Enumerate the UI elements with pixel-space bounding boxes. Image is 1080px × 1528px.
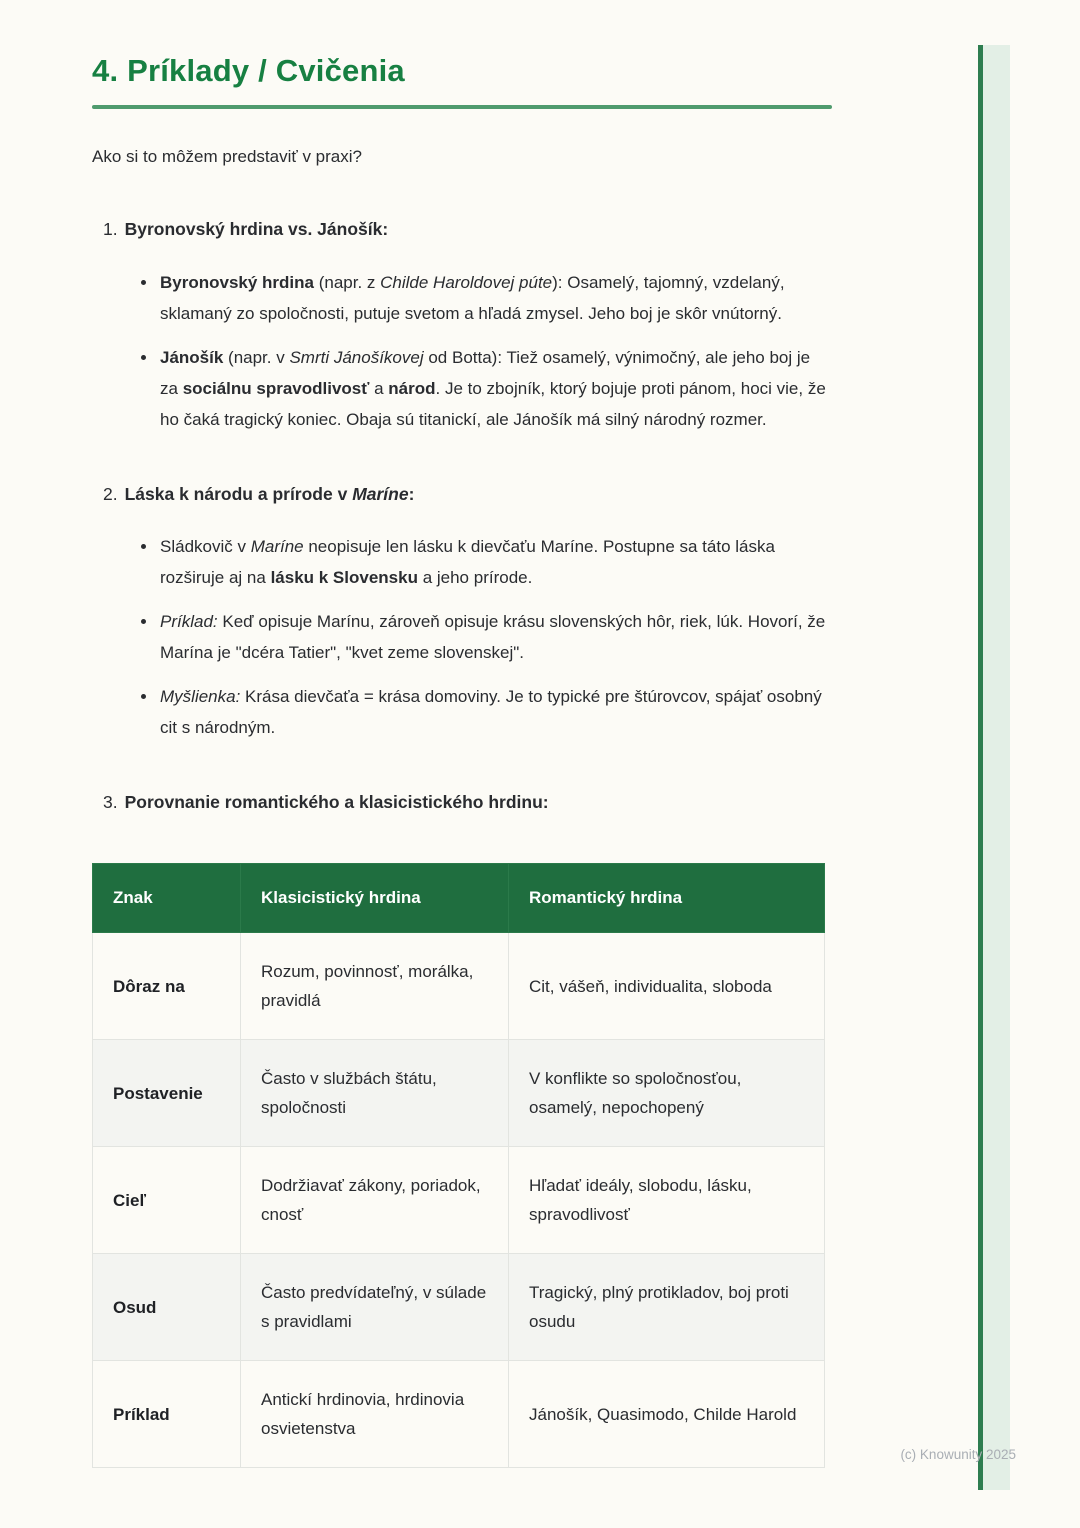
bullet-text: Myšlienka: Krása dievčaťa = krása domoviny. Je to typické pre štúrovcov, spájať osobný cit s národným.: [160, 686, 822, 737]
bullet-text: Jánošík (napr. v Smrti Jánošíkovej od Botta): Tiež osamelý, výnimočný, ale jeho boj je za sociálnu spravodlivosť a národ. Je to zbojník, ktorý bojuje proti pánom, hoci vie, že ho čaká tragický koniec. Obaja sú titanickí, ale Jánošík má silný národný rozmer.: [160, 347, 826, 429]
section-heading: [92, 216, 832, 242]
table-header-cell: Romantický hrdina: [509, 864, 825, 933]
copyright: (c) Knowunity 2025: [900, 1447, 1016, 1462]
table-row: [93, 1147, 825, 1254]
table-row-label: Postavenie: [93, 1040, 241, 1147]
section-byronic-vs-janosik: [92, 216, 832, 434]
comparison-table: [92, 863, 825, 1468]
bullet-text: Príklad: Keď opisuje Marínu, zároveň opisuje krásu slovenských hôr, riek, lúk. Hovorí, že Marína je "dcéra Tatier", "kvet zeme slovenskej".: [160, 611, 826, 662]
table-cell: Tragický, plný protikladov, boj proti osudu: [509, 1254, 825, 1361]
table-row-label: Osud: [93, 1254, 241, 1361]
table-row-label: Príklad: [93, 1361, 241, 1468]
table-cell: Antickí hrdinovia, hrdinovia osvietenstva: [241, 1361, 509, 1468]
bullet-list: [92, 267, 832, 435]
title-divider: [92, 105, 832, 109]
table-row: [93, 1254, 825, 1361]
right-accent-strip: [978, 45, 1010, 1490]
table-row: [93, 1361, 825, 1468]
table-row-label: Dôraz na: [93, 933, 241, 1040]
table-header-row: [93, 864, 825, 933]
page-title: 4. Príklady / Cvičenia: [92, 53, 405, 88]
section-comparison-heading: [92, 789, 832, 815]
section-title: Láska k národu a prírode v Maríne:: [124, 483, 415, 504]
section-number: 1.: [103, 219, 118, 240]
section-heading: [92, 481, 832, 507]
section-number: 2.: [103, 483, 118, 504]
section-title: Porovnanie romantického a klasicistického hrdinu:: [124, 791, 549, 812]
table-cell: Často v službách štátu, spoločnosti: [241, 1040, 509, 1147]
section-heading: [92, 789, 832, 815]
table-cell: Často predvídateľný, v súlade s pravidlami: [241, 1254, 509, 1361]
section-love-nation-nature: [92, 481, 832, 743]
table-cell: Rozum, povinnosť, morálka, pravidlá: [241, 933, 509, 1040]
table-header-cell: Znak: [93, 864, 241, 933]
table-cell: Hľadať ideály, slobodu, lásku, spravodlivosť: [509, 1147, 825, 1254]
table-row-label: Cieľ: [93, 1147, 241, 1254]
bullet-text: Byronovský hrdina (napr. z Childe Haroldovej púte): Osamelý, tajomný, vzdelaný, sklamaný zo spoločnosti, putuje svetom a hľadá zmysel. Jeho boj je skôr vnútorný.: [160, 272, 785, 323]
bullet-item: [158, 267, 832, 329]
section-title: Byronovský hrdina vs. Jánošík:: [124, 219, 389, 240]
table-row: [93, 1040, 825, 1147]
table-cell: Cit, vášeň, individualita, sloboda: [509, 933, 825, 1040]
bullet-item: [158, 681, 832, 743]
section-number: 3.: [103, 791, 118, 812]
bullet-item: [158, 531, 832, 593]
bullet-text: Sládkovič v Maríne neopisuje len lásku k dievčaťu Maríne. Postupne sa táto láska rozširuje aj na lásku k Slovensku a jeho prírode.: [160, 536, 775, 587]
table-cell: V konflikte so spoločnosťou, osamelý, nepochopený: [509, 1040, 825, 1147]
intro-text: Ako si to môžem predstaviť v praxi?: [92, 147, 362, 167]
content-area: [92, 52, 832, 1468]
bullet-list: [92, 531, 832, 743]
table-header-cell: Klasicistický hrdina: [241, 864, 509, 933]
table-row: [93, 933, 825, 1040]
table-cell: Jánošík, Quasimodo, Childe Harold: [509, 1361, 825, 1468]
table-cell: Dodržiavať zákony, poriadok, cnosť: [241, 1147, 509, 1254]
bullet-item: [158, 342, 832, 435]
sections: [92, 216, 832, 815]
bullet-item: [158, 606, 832, 668]
